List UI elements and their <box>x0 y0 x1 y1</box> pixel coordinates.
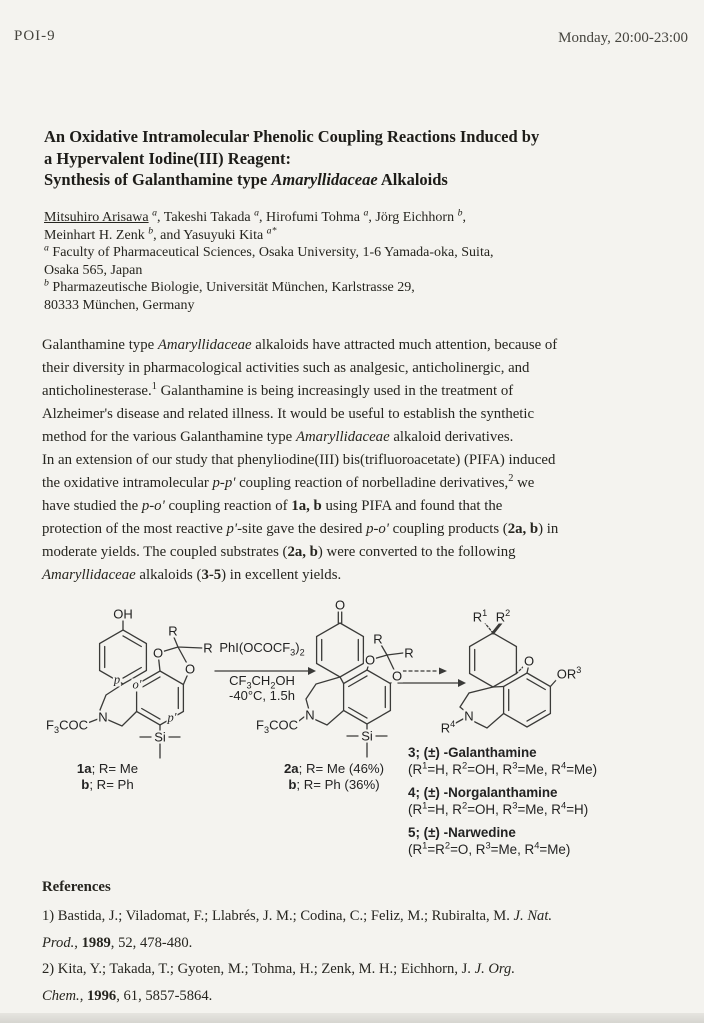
rich-line: $^b$ Pharmazeutische Biologie, Universität München, Karlstrasse 29, <box>44 277 415 295</box>
solvent-label: $CF_3CH_2OH$ <box>229 673 295 691</box>
compound-1-caption <box>65 761 150 792</box>
atom-label-o: O <box>523 653 535 669</box>
rich-line: 5; (±) -Narwedine <box>408 825 516 840</box>
rich-line: ($R^1=H$, $R^2=OH$, $R^3=Me$, $R^4=H$) <box>408 800 589 817</box>
substituent-r1: $R^1$ <box>472 608 488 625</box>
rich-line: anticholinesterase.$^1$ Galanthamine is being increasingly used in the treatment of <box>42 381 514 399</box>
atom-label-o: O <box>184 661 196 677</box>
session-code: POI-9 <box>14 28 56 44</box>
scan-edge-artifact <box>0 1013 704 1023</box>
atom-label-oh: OH <box>113 606 133 622</box>
rich-line: b; R= Ph <box>81 776 134 792</box>
substituent-r: R <box>404 645 414 661</box>
rich-line: Synthesis of Galanthamine type Amaryllidaceae Alkaloids <box>44 170 448 189</box>
rich-line: ($R^1=R^2=O$, $R^3=Me$, $R^4=Me$) <box>408 840 571 857</box>
rich-line: moderate yields. The coupled substrates (2a, b) were converted to the following <box>42 544 516 560</box>
substituent-r2: $R^2$ <box>495 608 511 625</box>
rich-line: $^a$ Faculty of Pharmaceutical Sciences, Osaka University, 1-6 Yamada-oka, Suita, <box>44 242 494 260</box>
multi-step-arrow <box>398 668 466 688</box>
atom-label-o: O <box>364 652 376 668</box>
atom-label-o: O <box>391 668 403 684</box>
product-legend <box>408 744 696 858</box>
temperature-time-label: -40°C, 1.5h <box>229 688 295 703</box>
reagent-label: $PhI(OCOCF_3)_2$ <box>219 640 305 658</box>
substituent-r: R <box>373 631 383 647</box>
rich-line: a Hypervalent Iodine(III) Reagent: <box>44 148 292 168</box>
rich-line: have studied the p-o' coupling reaction of 1a, b using PIFA and found that the <box>42 498 503 514</box>
atom-label-n: N <box>464 708 474 724</box>
atom-label-n: N <box>98 709 108 725</box>
position-label-p-prime: p' <box>167 710 177 725</box>
rich-line: 80333 München, Germany <box>44 297 195 313</box>
group-label-f3coc: $F_3COC$ <box>46 717 88 736</box>
rich-line: 4; (±) -Norgalanthamine <box>408 785 558 800</box>
rich-line: 2) Kita, Y.; Takada, T.; Gyoten, M.; Tohma, H.; Zenk, M. H.; Eichhorn, J. J. Org. <box>42 961 516 977</box>
rich-line: ($R^1=H$, $R^2=OH$, $R^3=Me$, $R^4=Me$) <box>408 760 598 777</box>
rich-line: protection of the most reactive p'-site gave the desired p-o' coupling products (2a, b) in <box>42 521 559 537</box>
rich-line: b; R= Ph (36%) <box>288 776 380 792</box>
rich-line: 2a; R= Me (46%) <box>283 761 385 776</box>
paper-title <box>44 126 669 191</box>
atom-label-si: Si <box>154 729 166 745</box>
rich-line: An Oxidative Intramolecular Phenolic Coupling Reactions Induced by <box>44 127 540 146</box>
rich-line: Galanthamine type Amaryllidaceae alkaloids have attracted much attention, because of <box>42 337 558 353</box>
substituent-or3: $OR^3$ <box>556 665 582 682</box>
compound-2-caption <box>270 761 398 792</box>
reaction-scheme <box>40 597 700 857</box>
authors-and-affiliations <box>44 209 669 314</box>
references-heading: References <box>42 879 111 895</box>
rich-line: Prod., 1989, 52, 478-480. <box>42 934 193 951</box>
rich-line: 1) Bastida, J.; Viladomat, F.; Llabrés, J. M.; Codina, C.; Feliz, M.; Rubiralta, M. J. Nat. <box>42 908 553 924</box>
session-time: Monday, 20:00-23:00 <box>558 30 688 46</box>
substituent-r: R <box>203 640 213 656</box>
rich-line: Meinhart H. Zenk $^b$, and Yasuyuki Kita $^{a*}$ <box>44 224 277 243</box>
position-label-o-prime: o' <box>132 677 142 692</box>
compound-1-skeleton <box>85 620 202 758</box>
atom-label-si: Si <box>361 728 373 744</box>
position-label-p: p <box>113 672 121 687</box>
rich-line: the oxidative intramolecular p-p' coupling reaction of norbelladine derivatives,$^2$ we <box>42 473 535 491</box>
atom-label-o: O <box>334 597 346 613</box>
group-label-f3coc: $F_3COC$ <box>256 717 298 736</box>
substituent-r: R <box>168 623 178 639</box>
rich-line: 3; (±) -Galanthamine <box>408 745 537 760</box>
abstract-text <box>42 334 674 587</box>
rich-line: Alzheimer's disease and related illness. It would be useful to establish the synthetic <box>42 406 535 422</box>
rich-line: 1a; R= Me <box>76 761 139 776</box>
rich-line: Mitsuhiro Arisawa $^a$, Takeshi Takada $^a$, Hirofumi Tohma $^a$, Jörg Eichhorn $^b$, <box>44 207 467 225</box>
rich-line: In an extension of our study that phenyliodine(III) bis(trifluoroacetate) (PIFA) induced <box>42 452 556 468</box>
rich-line: Amaryllidaceae alkaloids (3-5) in excellent yields. <box>42 567 342 583</box>
references-list <box>42 903 687 1009</box>
rich-line: Chem., 1996, 61, 5857-5864. <box>42 987 213 1004</box>
rich-line: Osaka 565, Japan <box>44 262 143 278</box>
atom-label-n: N <box>305 707 315 723</box>
substituent-r4: $R^4$ <box>440 719 456 736</box>
rich-line: method for the various Galanthamine type Amaryllidaceae alkaloid derivatives. <box>42 429 514 445</box>
atom-label-o: O <box>152 645 164 661</box>
compound-2-skeleton <box>295 612 403 757</box>
rich-line: their diversity in pharmacological activities such as analgesic, anticholinergic, and <box>42 360 530 376</box>
